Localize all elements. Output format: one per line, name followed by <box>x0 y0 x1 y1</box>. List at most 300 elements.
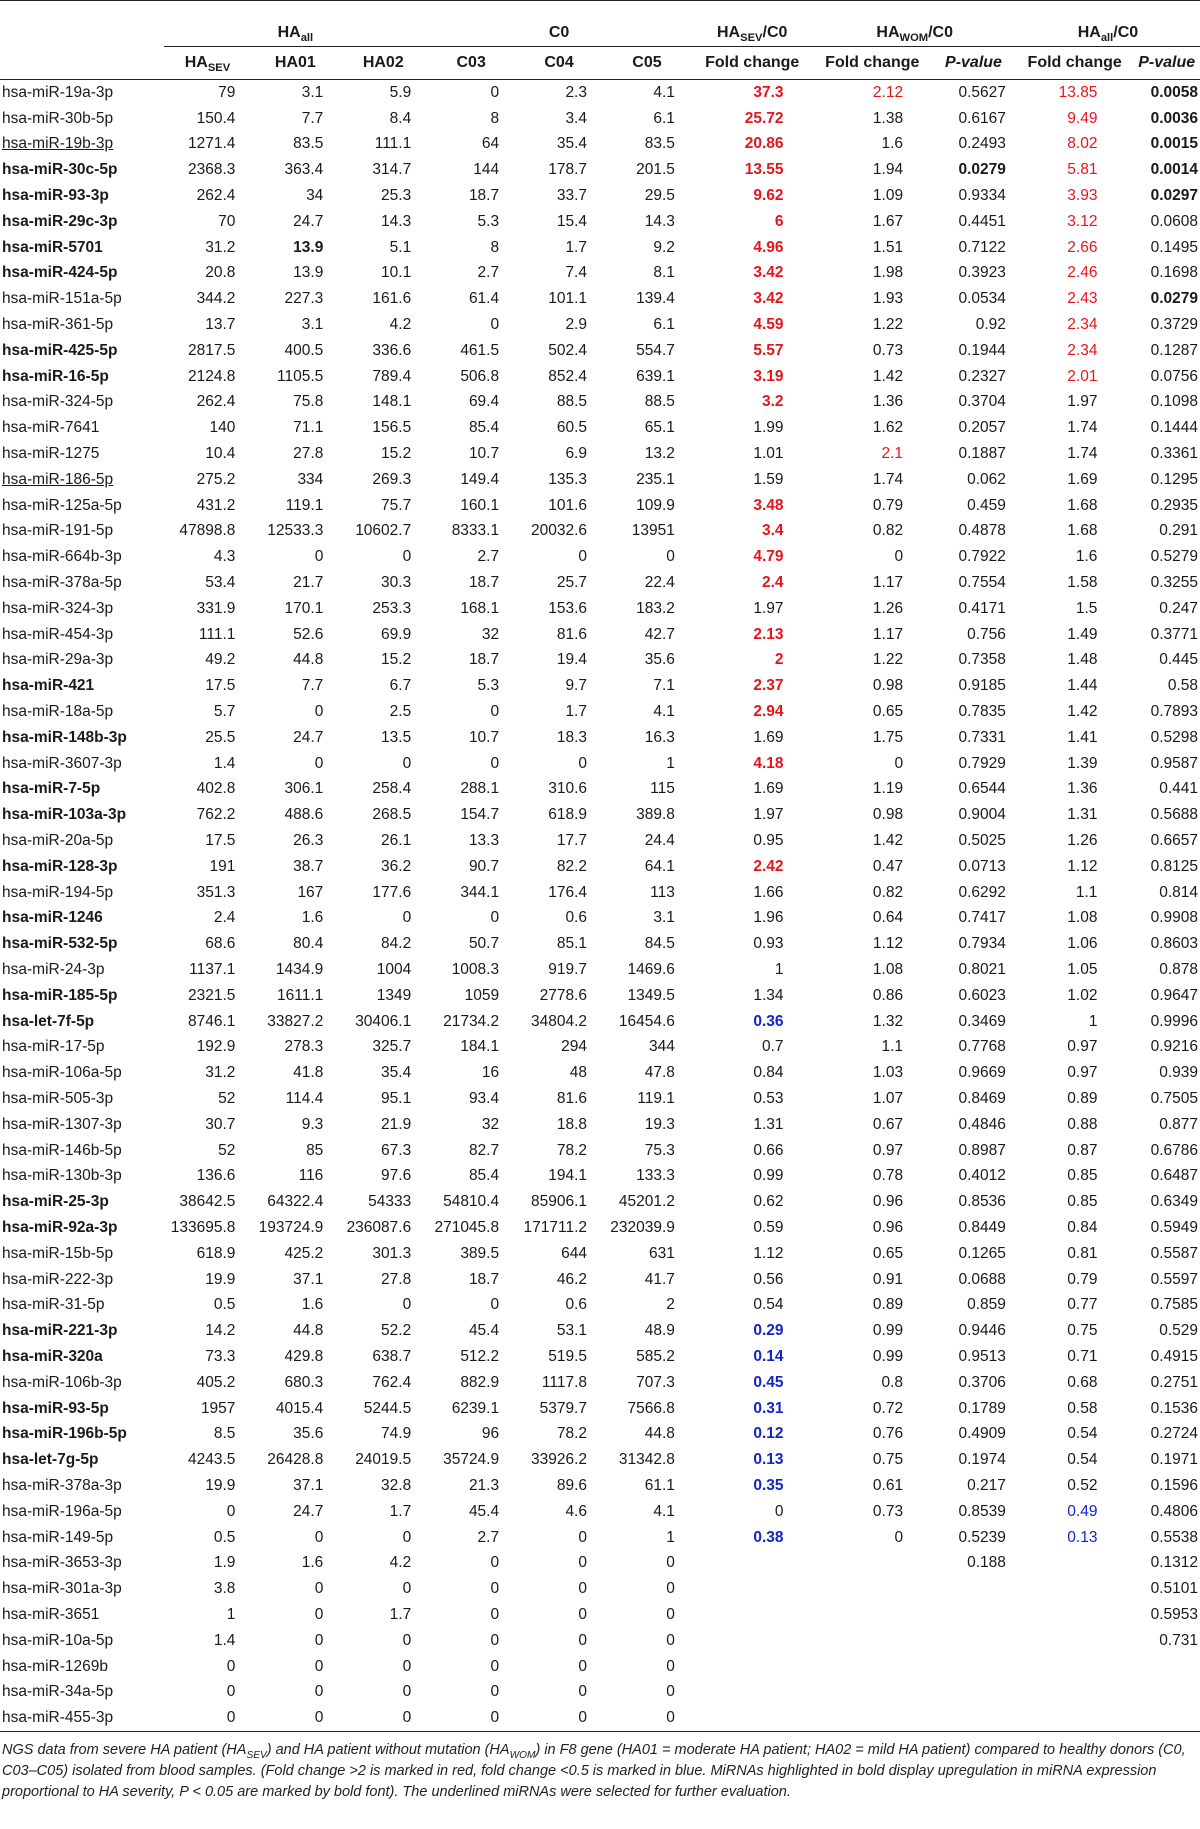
cell-ha02: 30.3 <box>381 574 412 592</box>
table-row <box>0 1189 1200 1215</box>
cell-ha02: 84.2 <box>381 935 412 953</box>
cell-fc3: 8.02 <box>1067 135 1098 153</box>
cell-ha02: 36.2 <box>381 857 412 875</box>
cell-c05: 2 <box>666 1296 675 1314</box>
table-row <box>0 1344 1200 1370</box>
table-row <box>0 828 1200 854</box>
cell-p2: 0.5627 <box>958 83 1006 101</box>
cell-ha01: 12533.3 <box>267 522 324 540</box>
cell-c05: 115 <box>650 780 675 798</box>
cell-c03: 50.7 <box>468 935 500 953</box>
cell-c05: 1 <box>666 1528 675 1546</box>
cell-p3: 0.2724 <box>1150 1425 1198 1443</box>
mirna-name: hsa-miR-455-3p <box>0 1705 164 1731</box>
cell-c04: 135.3 <box>548 470 587 488</box>
cell-ha01: 34 <box>306 187 324 205</box>
mirna-name: hsa-miR-149-5p <box>2 1528 114 1546</box>
cell-ha02: 269.3 <box>372 470 412 488</box>
cell-ha01: 0 <box>314 703 324 721</box>
table-row <box>0 1370 1200 1396</box>
cell-fc1: 0.13 <box>753 1451 784 1469</box>
cell-p2: 0.7929 <box>958 754 1006 772</box>
cell-ha01: 167 <box>297 883 324 901</box>
cell-ha01: 85 <box>306 1141 324 1159</box>
header-blank <box>0 1 164 47</box>
cell-p2: 0.7417 <box>958 909 1006 927</box>
cell-fc1: 3.42 <box>753 290 784 308</box>
cell-c04: 33926.2 <box>530 1451 587 1469</box>
cell-hasev: 53.4 <box>205 574 236 592</box>
cell-c05: 1349.5 <box>627 986 675 1004</box>
cell-p3: 0.6487 <box>1150 1167 1198 1185</box>
cell-c05: 24.4 <box>644 832 675 849</box>
cell-fc3: 0.84 <box>1067 1218 1098 1236</box>
cell-fc3: 1.39 <box>1067 754 1098 772</box>
table-row <box>0 854 1200 880</box>
cell-fc2 <box>814 1628 932 1654</box>
cell-p2: 0.8987 <box>958 1141 1006 1159</box>
cell-hasev: 191 <box>209 857 236 875</box>
table-header <box>0 1 1200 80</box>
cell-fc3: 1.05 <box>1067 960 1098 978</box>
mirna-name: hsa-miR-191-5p <box>2 522 114 540</box>
cell-fc1: 1.34 <box>753 986 784 1004</box>
col-ha02: HA02 <box>339 47 427 80</box>
cell-c03: 16 <box>481 1064 500 1082</box>
cell-fc1: 25.72 <box>744 109 784 127</box>
cell-c03: 0 <box>490 1631 500 1649</box>
cell-p3: 0.0058 <box>1150 83 1198 101</box>
cell-c04: 171711.2 <box>523 1218 587 1236</box>
cell-hasev: 275.2 <box>196 470 236 488</box>
cell-fc2: 1.22 <box>872 316 904 334</box>
cell-c03: 69.4 <box>468 393 500 411</box>
cell-fc1: 3.48 <box>753 496 784 514</box>
cell-c03: 90.7 <box>468 857 500 875</box>
col-hasev: $HA_{SEV}$ <box>164 47 252 80</box>
cell-ha01: 119.1 <box>285 496 324 514</box>
cell-c03: 184.1 <box>460 1038 500 1056</box>
table-row <box>0 1654 1200 1680</box>
cell-ha02: 0 <box>402 548 412 566</box>
cell-p2: 0.1789 <box>958 1399 1006 1417</box>
cell-c04: 85.1 <box>556 935 587 953</box>
cell-fc3: 3.12 <box>1067 212 1098 230</box>
cell-c04: 0 <box>515 1705 603 1731</box>
cell-c04: 618.9 <box>548 806 587 824</box>
cell-fc2: 1.22 <box>872 651 904 669</box>
cell-hasev: 19.9 <box>205 1476 236 1494</box>
cell-fc2: 0.64 <box>872 909 904 927</box>
cell-p3: 0.939 <box>1159 1064 1198 1082</box>
group-ha-all: $HA_{all}$ <box>164 1 428 47</box>
cell-p2: 0.5025 <box>958 832 1006 849</box>
cell-fc3: 0.68 <box>1067 1373 1098 1391</box>
cell-p2: 0.7934 <box>958 935 1006 953</box>
cell-c04: 101.6 <box>548 496 587 514</box>
cell-c03: 18.7 <box>468 651 500 669</box>
cell-hasev: 49.2 <box>205 651 236 669</box>
cell-c03: 0 <box>490 1683 500 1701</box>
cell-p3: 0.1098 <box>1150 393 1198 411</box>
cell-ha02: 8.4 <box>389 109 412 127</box>
cell-ha01: 0 <box>314 1580 324 1598</box>
cell-hasev: 0 <box>226 1683 236 1701</box>
cell-p2: 0.8021 <box>958 960 1006 978</box>
cell-p2: 0.8539 <box>958 1502 1006 1520</box>
mirna-name: hsa-miR-3653-3p <box>2 1554 122 1572</box>
cell-fc3: 1.26 <box>1067 832 1098 849</box>
cell-fc2: 1.03 <box>872 1064 904 1082</box>
cell-p3: 0.814 <box>1159 883 1198 901</box>
cell-c04: 18.8 <box>556 1115 587 1133</box>
cell-ha02: 6.7 <box>389 677 412 695</box>
mirna-name: hsa-miR-19b-3p <box>2 135 114 153</box>
cell-c05: 113 <box>650 883 675 901</box>
cell-fc2: 0.72 <box>872 1399 904 1417</box>
group-c0: C0 <box>427 1 691 47</box>
cell-fc1: 0.59 <box>753 1218 784 1236</box>
cell-fc1: 3.4 <box>761 522 784 540</box>
cell-c03: 512.2 <box>460 1347 500 1365</box>
cell-c04: 18.3 <box>556 728 587 746</box>
cell-c03: 1008.3 <box>451 960 500 978</box>
mirna-name: hsa-miR-664b-3p <box>2 548 122 566</box>
table-row <box>0 106 1200 132</box>
cell-c05: 0 <box>666 1554 675 1572</box>
cell-fc2: 0.96 <box>872 1193 904 1211</box>
cell-c03: 6239.1 <box>451 1399 500 1417</box>
cell-fc3: 2.34 <box>1067 341 1098 359</box>
mirna-name: hsa-miR-92a-3p <box>2 1218 118 1236</box>
table-row <box>0 1421 1200 1447</box>
cell-ha01: 1.6 <box>301 1296 324 1314</box>
cell-fc3: 1.6 <box>1075 548 1098 566</box>
cell-c03: 45.4 <box>468 1502 500 1520</box>
cell-fc2: 1.09 <box>872 187 904 205</box>
cell-hasev: 331.9 <box>196 599 236 617</box>
cell-ha02: 177.6 <box>372 883 412 901</box>
mirna-name: hsa-miR-125a-5p <box>2 496 122 514</box>
cell-p3: 0.1287 <box>1150 341 1198 359</box>
mirna-name: hsa-miR-93-3p <box>2 187 109 205</box>
mirna-name: hsa-miR-3607-3p <box>2 754 122 772</box>
cell-hasev: 14.2 <box>205 1322 236 1340</box>
mirna-name: hsa-miR-24-3p <box>2 960 105 978</box>
table-row <box>0 596 1200 622</box>
cell-ha01: 24.7 <box>293 728 324 746</box>
table-row <box>0 390 1200 416</box>
cell-c05: 16454.6 <box>618 1012 675 1030</box>
cell-p3: 0.7893 <box>1150 703 1198 721</box>
cell-fc2: 0.8 <box>881 1373 904 1391</box>
cell-hasev: 1.9 <box>213 1554 236 1572</box>
cell-hasev: 2368.3 <box>188 161 236 179</box>
cell-ha02: 54333 <box>368 1193 412 1211</box>
cell-fc2: 1.62 <box>872 419 904 437</box>
cell-p3: 0.9647 <box>1150 986 1198 1004</box>
cell-ha02: 762.4 <box>372 1373 412 1391</box>
cell-fc3: 1.44 <box>1067 677 1098 695</box>
cell-fc2: 0.65 <box>872 1244 904 1262</box>
cell-p3: 0.529 <box>1159 1322 1198 1340</box>
cell-p3: 0.3255 <box>1150 574 1198 592</box>
cell-fc2: 0.86 <box>872 986 904 1004</box>
cell-p2: 0.062 <box>967 470 1006 488</box>
cell-c05: 14.3 <box>644 212 675 230</box>
mirna-name: hsa-miR-196a-5p <box>2 1502 122 1520</box>
cell-p3: 0.1495 <box>1150 238 1198 256</box>
cell-fc3: 2.66 <box>1067 238 1098 256</box>
cell-c03: 18.7 <box>468 1270 500 1288</box>
cell-ha01: 334 <box>297 470 324 488</box>
cell-ha01: 425.2 <box>284 1244 324 1262</box>
cell-p2: 0.188 <box>967 1554 1006 1572</box>
cell-fc1: 1.12 <box>753 1244 784 1262</box>
mirna-name: hsa-miR-151a-5p <box>2 290 122 308</box>
table-row <box>0 441 1200 467</box>
cell-p2: 0.7122 <box>958 238 1006 256</box>
cell-c03: 2.7 <box>477 1528 500 1546</box>
cell-fc1: 1.99 <box>753 419 784 437</box>
cell-p3: 0.5949 <box>1150 1218 1198 1236</box>
cell-c05: 3.1 <box>653 909 675 927</box>
mirna-name: hsa-miR-532-5p <box>2 935 118 953</box>
table-row <box>0 157 1200 183</box>
mirna-name: hsa-miR-324-3p <box>2 599 114 617</box>
table-row <box>0 338 1200 364</box>
cell-ha02: 1.7 <box>389 1502 412 1520</box>
cell-fc1: 2.4 <box>761 574 784 592</box>
cell-fc3: 1.06 <box>1067 935 1098 953</box>
cell-c03: 93.4 <box>468 1089 500 1107</box>
cell-fc1: 4.96 <box>753 238 784 256</box>
cell-c05: 235.1 <box>636 470 675 488</box>
cell-c04: 9.7 <box>565 677 587 695</box>
table-row <box>0 364 1200 390</box>
cell-fc2: 0.65 <box>872 703 904 721</box>
cell-fc1: 0.95 <box>753 832 784 849</box>
mirna-name: hsa-miR-130b-3p <box>2 1167 122 1185</box>
table-row <box>0 751 1200 777</box>
cell-ha01: 24.7 <box>293 212 324 230</box>
table-row <box>0 725 1200 751</box>
cell-ha01: 0 <box>314 1631 324 1649</box>
cell-hasev: 1 <box>226 1605 236 1623</box>
cell-c04: 81.6 <box>556 625 587 643</box>
cell-ha02: 5.1 <box>389 238 412 256</box>
group-hasev-c0: $HA_{SEV}/C0$ <box>691 1 814 47</box>
table-row <box>0 209 1200 235</box>
cell-hasev: 192.9 <box>196 1038 236 1056</box>
cell-fc3: 0.54 <box>1067 1425 1098 1443</box>
cell-fc1: 1.69 <box>753 728 784 746</box>
cell-hasev: 30.7 <box>205 1115 236 1133</box>
cell-fc3 <box>1016 1576 1134 1602</box>
group-haall-c0: $HA_{all}/C0$ <box>1016 1 1200 47</box>
cell-c04: 1.7 <box>565 703 587 721</box>
cell-hasev: 68.6 <box>205 935 236 953</box>
cell-ha01: 0 <box>314 1528 324 1546</box>
cell-fc3: 2.34 <box>1067 316 1098 334</box>
cell-hasev: 4243.5 <box>188 1451 236 1469</box>
cell-p2: 0.8469 <box>958 1089 1006 1107</box>
cell-hasev: 262.4 <box>196 393 236 411</box>
cell-ha01: 75.8 <box>293 393 324 411</box>
cell-fc2: 0.99 <box>872 1322 904 1340</box>
cell-fc3: 3.93 <box>1067 187 1098 205</box>
cell-fc2: 0.99 <box>872 1347 904 1365</box>
cell-fc1: 2.13 <box>753 625 784 643</box>
cell-c04: 2778.6 <box>539 986 587 1004</box>
cell-p2: 0.8449 <box>958 1218 1006 1236</box>
cell-c04: 5379.7 <box>539 1399 587 1417</box>
cell-c04: 60.5 <box>556 419 587 437</box>
cell-c03: 160.1 <box>460 496 500 514</box>
cell-fc2: 1.17 <box>872 625 904 643</box>
cell-fc3 <box>1016 1654 1134 1680</box>
cell-c03: 85.4 <box>468 1167 500 1185</box>
cell-p2: 0.9185 <box>958 677 1006 695</box>
cell-p3: 0.3361 <box>1150 445 1198 463</box>
mirna-name: hsa-let-7g-5p <box>2 1451 99 1469</box>
table-row <box>0 235 1200 261</box>
cell-c04: 0 <box>578 1528 587 1546</box>
cell-hasev: 262.4 <box>196 187 236 205</box>
cell-ha01: 400.5 <box>284 341 324 359</box>
cell-c05: 232039.9 <box>610 1218 675 1236</box>
cell-fc2: 1.38 <box>872 109 904 127</box>
cell-c05: 8.1 <box>653 264 675 282</box>
cell-p2: 0.9004 <box>958 806 1006 824</box>
cell-fc1 <box>691 1628 814 1654</box>
cell-fc3: 1.31 <box>1067 806 1098 824</box>
cell-fc1: 0.84 <box>753 1064 784 1082</box>
cell-fc1: 37.3 <box>753 83 784 101</box>
cell-p2: 0.3469 <box>958 1012 1006 1030</box>
cell-ha01: 35.6 <box>293 1425 324 1443</box>
cell-ha02: 156.5 <box>372 419 412 437</box>
mirna-name: hsa-miR-31-5p <box>2 1296 105 1314</box>
cell-p3: 0.5597 <box>1150 1270 1198 1288</box>
col-c05: C05 <box>603 47 691 80</box>
cell-p3: 0.8603 <box>1150 935 1198 953</box>
cell-ha02: 0 <box>402 1580 412 1598</box>
cell-c05: 1469.6 <box>627 960 675 978</box>
cell-fc1: 0.99 <box>753 1167 784 1185</box>
cell-fc1: 0.31 <box>753 1399 784 1417</box>
cell-p3: 0.0297 <box>1150 187 1198 205</box>
cell-p3: 0.8125 <box>1150 857 1198 875</box>
cell-hasev: 1.4 <box>213 754 236 772</box>
cell-c03: 2.7 <box>477 264 500 282</box>
cell-fc1: 3.19 <box>753 367 784 385</box>
cell-c05: 133.3 <box>636 1167 675 1185</box>
cell-c04: 852.4 <box>548 367 587 385</box>
cell-fc1: 2.42 <box>753 857 784 875</box>
cell-fc3: 2.01 <box>1067 367 1098 385</box>
cell-c03: 344.1 <box>460 883 500 901</box>
mirna-name: hsa-miR-454-3p <box>2 625 114 643</box>
mirna-name: hsa-miR-93-5p <box>2 1399 109 1417</box>
cell-fc1 <box>691 1679 814 1705</box>
cell-ha01: 488.6 <box>284 806 324 824</box>
col-pvalue-hawom: P-value <box>931 47 1016 80</box>
cell-p2: 0.1944 <box>958 341 1006 359</box>
col-c03: C03 <box>427 47 515 80</box>
cell-c04: 0 <box>578 548 587 566</box>
cell-hasev: 2.4 <box>213 909 236 927</box>
cell-fc2: 0.98 <box>872 806 904 824</box>
cell-fc2: 0.91 <box>872 1270 904 1288</box>
cell-hasev: 70 <box>218 212 236 230</box>
cell-ha02: 789.4 <box>372 367 412 385</box>
cell-fc1: 2.37 <box>753 677 784 695</box>
cell-c03: 0 <box>490 1554 500 1572</box>
cell-ha01: 44.8 <box>293 651 324 669</box>
cell-hasev: 0 <box>226 1657 236 1675</box>
cell-p2: 0.3706 <box>958 1373 1006 1391</box>
cell-p2 <box>931 1576 1016 1602</box>
cell-c03: 10.7 <box>468 728 500 746</box>
cell-c04: 82.2 <box>556 857 587 875</box>
cell-p2: 0.7358 <box>958 651 1006 669</box>
cell-c05: 83.5 <box>644 135 675 153</box>
cell-fc3: 1.12 <box>1067 857 1098 875</box>
cell-ha02: 95.1 <box>381 1089 412 1107</box>
mirna-name: hsa-miR-10a-5p <box>2 1631 114 1649</box>
cell-fc3: 0.81 <box>1067 1244 1098 1262</box>
mirna-name: hsa-miR-186-5p <box>2 470 114 488</box>
cell-p2: 0.4012 <box>958 1167 1006 1185</box>
cell-p2: 0.6292 <box>958 883 1006 901</box>
cell-fc3: 0.54 <box>1067 1451 1098 1469</box>
cell-ha01: 37.1 <box>293 1476 324 1494</box>
cell-fc2 <box>814 1679 932 1705</box>
cell-p2: 0.4171 <box>958 599 1006 617</box>
cell-c04: 81.6 <box>556 1089 587 1107</box>
table-row <box>0 261 1200 287</box>
cell-c05: 139.4 <box>636 290 675 308</box>
table-row <box>0 802 1200 828</box>
cell-ha02: 97.6 <box>381 1167 412 1185</box>
cell-fc2 <box>814 1550 932 1576</box>
cell-c03: 82.7 <box>468 1141 500 1159</box>
cell-p3: 0.878 <box>1159 960 1198 978</box>
table-row <box>0 1034 1200 1060</box>
mirna-name: hsa-miR-421 <box>2 677 95 695</box>
cell-c04: 310.6 <box>548 780 587 798</box>
cell-hasev: 618.9 <box>196 1244 236 1262</box>
cell-fc1: 6 <box>774 212 784 230</box>
cell-ha01: 1.6 <box>301 909 324 927</box>
cell-c05: 7566.8 <box>627 1399 675 1417</box>
cell-fc2: 1.51 <box>872 238 904 256</box>
cell-ha01: 1105.5 <box>277 367 324 385</box>
cell-ha01: 0 <box>314 754 324 772</box>
cell-fc2: 0.82 <box>872 883 904 901</box>
cell-hasev: 136.6 <box>196 1167 236 1185</box>
cell-p2: 0.4451 <box>958 212 1006 230</box>
mirna-name: hsa-miR-29a-3p <box>2 651 114 669</box>
cell-fc2: 1.42 <box>872 367 904 385</box>
cell-p3: 0.1971 <box>1150 1451 1198 1469</box>
cell-p3: 0.1698 <box>1150 264 1198 282</box>
cell-c05: 183.2 <box>636 599 675 617</box>
cell-hasev: 25.5 <box>205 728 236 746</box>
cell-c04: 89.6 <box>556 1476 587 1494</box>
header-mirna <box>0 47 164 80</box>
